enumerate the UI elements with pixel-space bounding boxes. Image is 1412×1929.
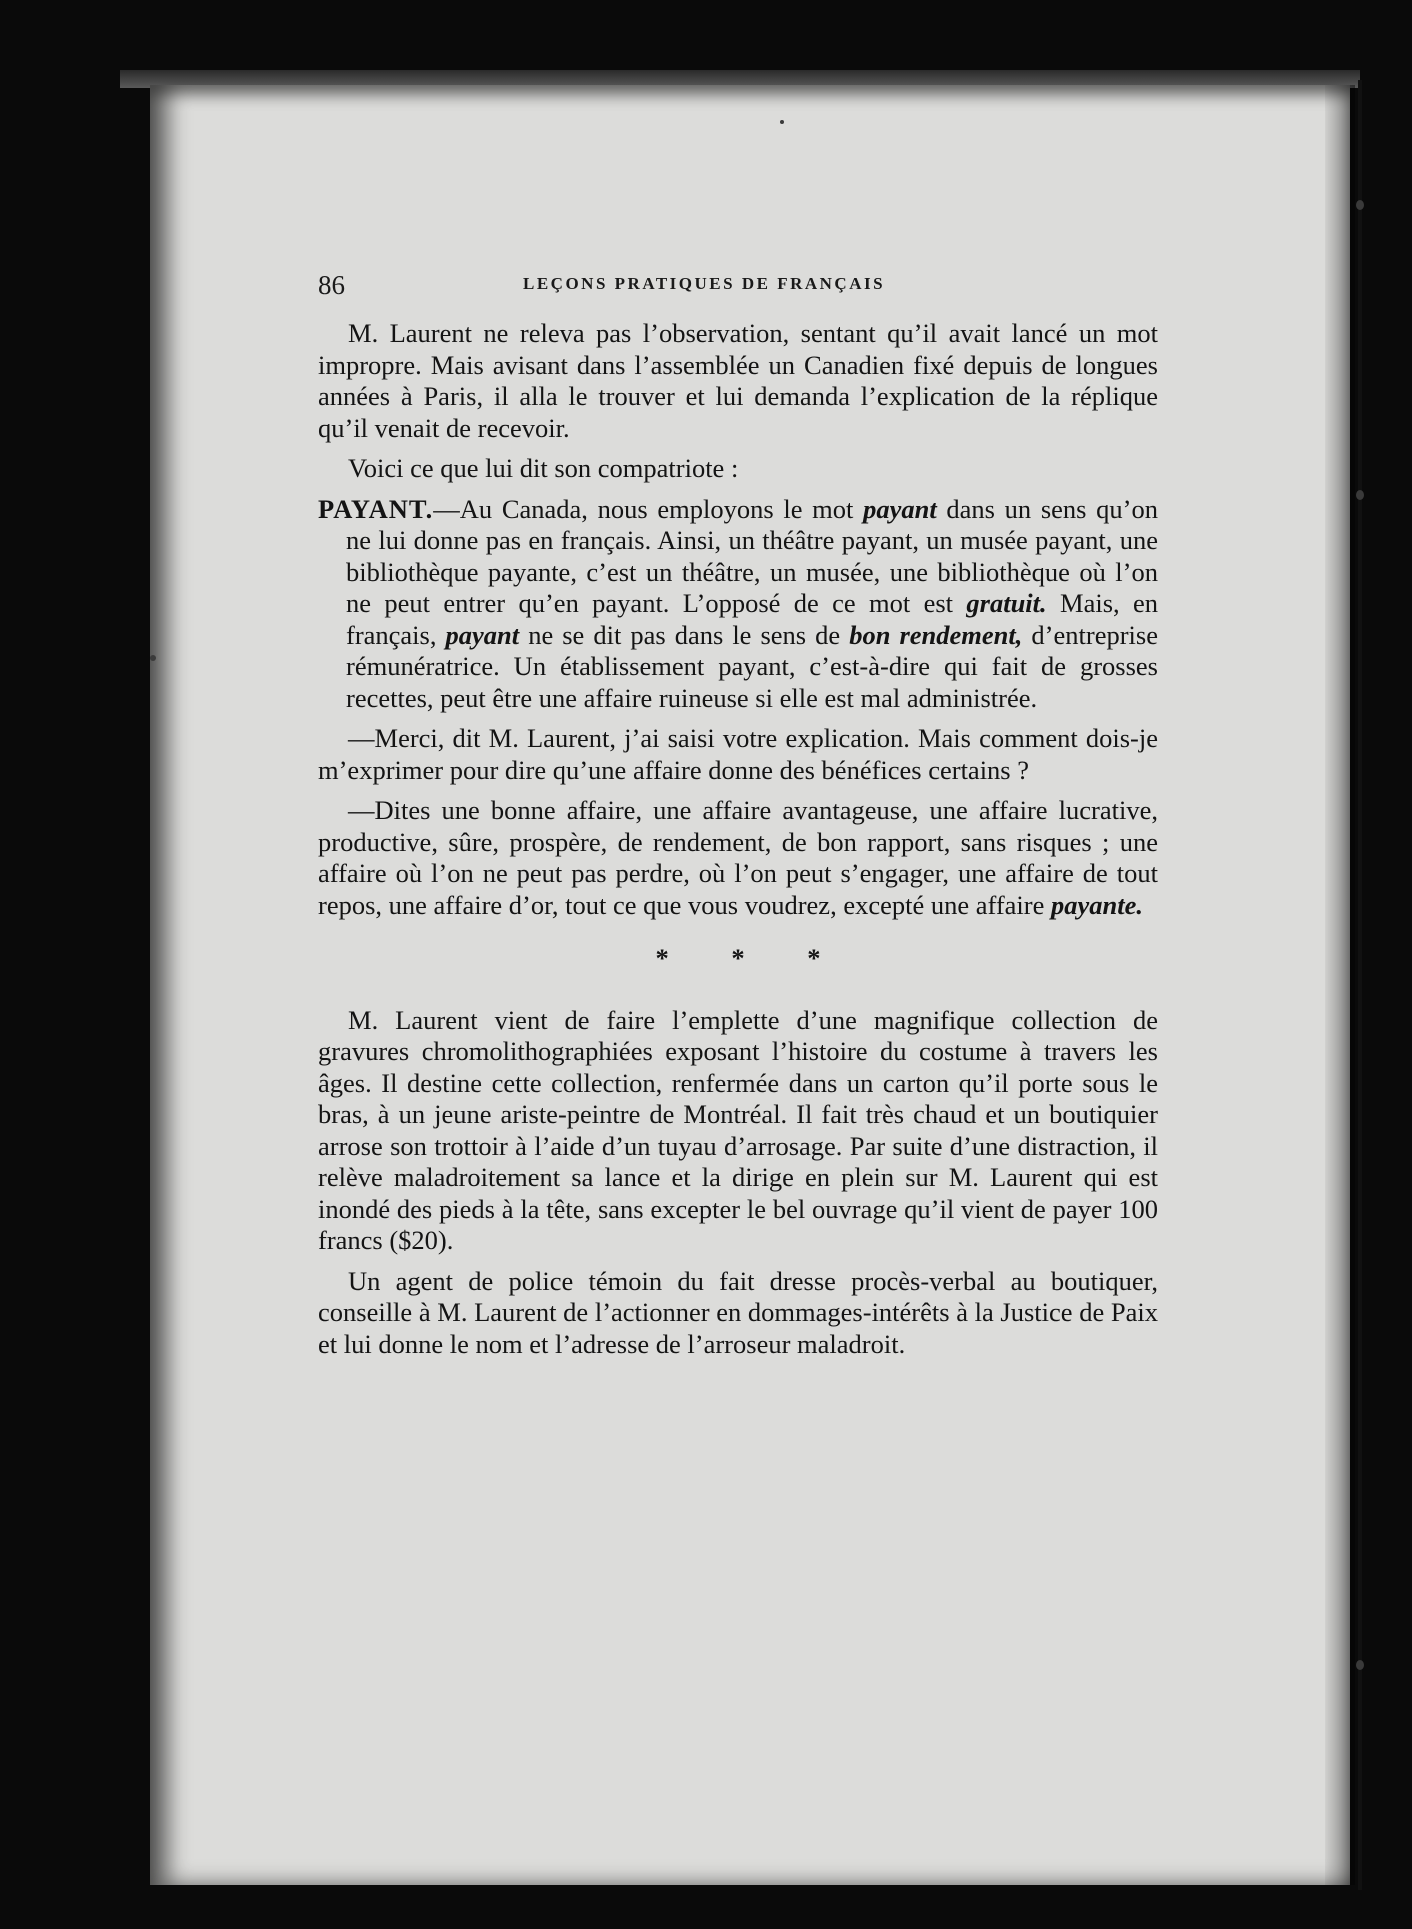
paragraph-5 [318,795,1158,921]
scan-margin [1362,80,1412,1890]
scan-speck [780,120,784,124]
page-header [318,270,1158,300]
paragraph-1: M. Laurent ne releva pas l’observation, sentant qu’il avait lancé un mot impropre. Mais avisant dans l’assemblée un Canadien fixé depuis de longues années à Paris, il alla le trouver et lui demanda l’explication de la réplique qu’il venait de recevoir. [318,318,1158,443]
scan-speck [1356,200,1364,210]
running-title: LEÇONS PRATIQUES DE FRANÇAIS [523,274,886,293]
scan-speck [1356,490,1364,500]
definition-text-5: d’entreprise rémunératrice. Un établissement payant, c’est-à-dire qui fait de grosses recettes, peut être une affaire ruineuse si elle est mal administrée. [346,619,1158,713]
definition-text-3: Mais, en français, [346,588,1158,650]
emphasis-bon-rendement: bon rendement, [849,619,1023,650]
emphasis-payant-1: payant [863,493,937,524]
paragraph-5-text: —Dites une bonne affaire, une affaire avantageuse, une affaire lucrative, productive, sûre, prospère, de rendement, de bon rapport, sans risques ; une affaire où l’on ne peut pas perdre, où l’on peut s’engager, une affaire de tout repos, une affaire d’or, tout ce que vous voudrez, excepté une affaire [318,795,1158,920]
page-body [318,318,1158,1369]
definition-text-2: dans un sens qu’on ne lui donne pas en français. Ainsi, un théâtre payant, un musée payant, une bibliothèque payante, c’est un théâtre, un musée, une bibliothèque où l’on ne peut entrer qu’en payant. L’opposé de ce mot est [346,493,1158,618]
emphasis-payante: payante. [1051,889,1144,920]
scan-speck [150,655,156,661]
term-payant: PAYANT. [318,493,434,524]
definition-text-1: —Au Canada, nous employons le mot [433,493,864,524]
page-number: 86 [318,270,345,300]
paragraph-6: M. Laurent vient de faire l’emplette d’une magnifique collection de gravures chromolithographiées exposant l’histoire du costume à travers les âges. Il destine cette collection, renfermée dans un carton qu’il porte sous le bras, à un jeune ariste-peintre de Montréal. Il fait très chaud et un boutiquier arrose son trottoir à l’aide d’un tuyau d’arrosage. Par suite d’une distraction, il relève maladroitement sa lance et la dirige en plein sur M. Laurent qui est inondé des pieds à la tête, sans excepter le bel ouvrage qu’il vient de payer 100 francs ($20). [318,1004,1158,1255]
emphasis-payant-2: payant [445,619,520,650]
paragraph-4: —Merci, dit M. Laurent, j’ai saisi votre explication. Mais comment dois-je m’exprimer pour dire qu’une affaire donne des bénéfices certains ? [318,723,1158,785]
paragraph-7: Un agent de police témoin du fait dresse procès-verbal au boutiquer, conseille à M. Laurent de l’actionner en dommages-intérêts à la Justice de Paix et lui donne le nom et l’adresse de l’arroseur maladroit. [318,1265,1158,1359]
scan-speck [1356,1660,1364,1670]
definition-payant [318,494,1158,715]
page-gutter-shadow [1325,85,1355,1885]
definition-text-4: ne se dit pas dans le sens de [519,619,850,650]
emphasis-gratuit: gratuit. [966,588,1047,618]
section-separator: * * * [655,943,849,973]
paragraph-2: Voici ce que lui dit son compatriote : [348,453,739,483]
